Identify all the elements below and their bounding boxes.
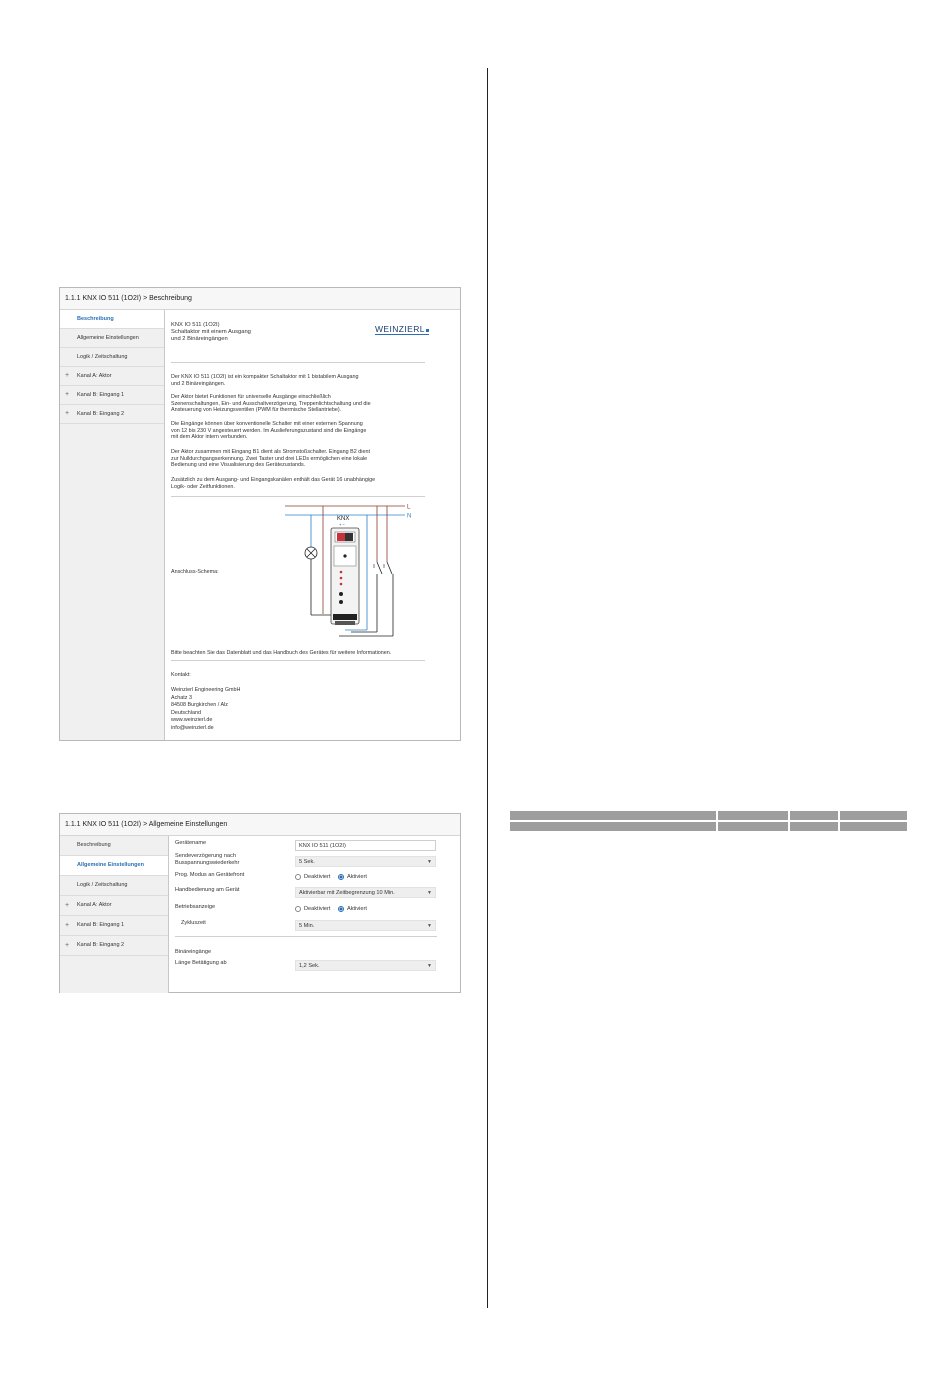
field-zykluszeit xyxy=(175,920,436,932)
table-cell xyxy=(790,811,838,820)
field-label: Zykluszeit xyxy=(181,920,206,926)
table-cell xyxy=(718,822,788,831)
sidebar-item-kanal-a-aktor[interactable] xyxy=(60,896,168,916)
sidebar-item-label: Kanal B: Eingang 2 xyxy=(77,411,125,417)
sidebar-item-kanal-b-eingang-2[interactable] xyxy=(60,405,164,424)
settings-panel xyxy=(169,836,460,992)
contact-heading: Kontakt: xyxy=(171,672,191,678)
schema-knx-label: KNX xyxy=(337,516,350,522)
sidebar-item-allgemeine-einstellungen[interactable] xyxy=(60,329,164,348)
paragraph xyxy=(171,477,431,490)
radio-button[interactable] xyxy=(295,874,301,880)
window-title: 1.1.1 KNX IO 511 (1O2I) > Beschreibung xyxy=(60,288,460,310)
field-label: Länge Betätigung ab xyxy=(175,960,227,966)
radio-button[interactable] xyxy=(295,906,301,912)
table-cell xyxy=(840,811,907,820)
radio-aktiviert[interactable] xyxy=(338,906,367,912)
website-link[interactable]: www.weinzierl.de xyxy=(171,717,213,723)
field-prog-modus xyxy=(175,872,436,884)
window-title: 1.1.1 KNX IO 511 (1O2I) > Allgemeine Einstellungen xyxy=(60,814,460,836)
select-value: 5 Sek. xyxy=(299,859,315,865)
expand-icon[interactable]: + xyxy=(65,372,70,379)
sidebar-item-label: Logik / Zeitschaltung xyxy=(77,354,128,360)
divider xyxy=(175,936,437,937)
table-cell xyxy=(510,811,716,820)
chevron-down-icon: ▼ xyxy=(427,923,432,929)
contact-line: 84508 Burgkirchen / Alz xyxy=(171,702,228,708)
wiring-diagram xyxy=(283,502,423,647)
expand-icon[interactable]: + xyxy=(65,942,70,949)
contact-line: Deutschland xyxy=(171,709,201,716)
radio-label: Deaktiviert xyxy=(304,874,331,880)
email-link[interactable]: info@weinzierl.de xyxy=(171,724,214,731)
field-label: Handbedienung am Gerät xyxy=(175,887,240,893)
divider xyxy=(171,660,425,661)
product-header xyxy=(171,322,251,343)
schema-l-label: L xyxy=(407,504,411,511)
chevron-down-icon: ▼ xyxy=(427,890,432,896)
ets-window-beschreibung xyxy=(59,287,461,741)
cycle-time-select[interactable] xyxy=(295,920,436,931)
product-name: KNX IO 511 (1O2I) xyxy=(171,322,220,328)
product-subtitle: Schaltaktor mit einem Ausgang xyxy=(171,329,251,335)
field-label: Betriebsanzeige xyxy=(175,904,216,910)
section-heading-binaereingaenge: Binäreingänge xyxy=(175,949,212,955)
paragraph-line: von 12 bis 230 V angesteuert werden. Im Auslieferungszustand sind die Eingänge xyxy=(171,427,367,434)
sidebar-item-kanal-b-eingang-2[interactable] xyxy=(60,936,168,956)
select-value: Aktivierbar mit Zeitbegrenzung 10 Min. xyxy=(299,890,395,896)
status-indicator-radio-group xyxy=(295,904,436,915)
paragraph xyxy=(171,374,431,387)
sidebar-item-label: Beschreibung xyxy=(77,842,111,848)
paragraph-line: zur Nulldurchgangserkennung. Zwei Taster und drei LEDs ermöglichen eine lokale xyxy=(171,455,368,462)
sidebar-item-logik[interactable] xyxy=(60,348,164,367)
field-betriebsanzeige xyxy=(175,904,436,916)
sidebar-item-kanal-b-eingang-1[interactable] xyxy=(60,916,168,936)
sidebar-item-label: Logik / Zeitschaltung xyxy=(77,882,128,888)
paragraph xyxy=(171,421,431,441)
radio-label: Deaktiviert xyxy=(304,906,331,912)
press-length-select[interactable] xyxy=(295,960,436,971)
table-cell xyxy=(718,811,788,820)
radio-label: Aktiviert xyxy=(347,874,367,880)
product-subtitle: und 2 Binäreingängen xyxy=(171,336,228,342)
field-label: Prog. Modus an Gerätefront xyxy=(175,872,245,878)
table-row xyxy=(510,822,907,831)
radio-label: Aktiviert xyxy=(347,906,367,912)
divider xyxy=(171,496,425,497)
table-placeholder xyxy=(510,811,907,833)
schema-label: Anschluss-Schema: xyxy=(171,569,219,575)
sidebar-item-label: Kanal A: Aktor xyxy=(77,373,112,379)
sidebar-item-label: Kanal B: Eingang 2 xyxy=(77,942,125,948)
sidebar-item-logik[interactable] xyxy=(60,876,168,896)
paragraph xyxy=(171,394,431,414)
paragraph-line: Der Aktor zusammen mit Eingang B1 dient als Stromstoßschalter. Eingang B2 dient xyxy=(171,449,370,455)
schema-polarity-label: + − xyxy=(339,522,345,527)
description-panel xyxy=(165,310,460,740)
field-label xyxy=(175,853,239,867)
divider xyxy=(171,362,425,363)
paragraph-line: Bedienung und eine Visualisierung des Gerätezustands. xyxy=(171,462,306,469)
sidebar-item-label: Beschreibung xyxy=(77,316,114,322)
contact-block xyxy=(171,687,240,732)
field-handbedienung xyxy=(175,887,436,899)
table-cell xyxy=(790,822,838,831)
sidebar-item-label: Allgemeine Einstellungen xyxy=(77,335,139,341)
expand-icon[interactable]: + xyxy=(65,922,70,929)
weinzierl-logo xyxy=(375,324,429,335)
paragraph-line: und 2 Binäreingängen. xyxy=(171,380,226,387)
paragraph-line: Zusätzlich zu dem Ausgang- und Eingangskanälen enthält das Gerät 16 unabhängige xyxy=(171,477,376,483)
field-sendeverzoegerung xyxy=(175,853,436,869)
sidebar-item-label: Allgemeine Einstellungen xyxy=(77,862,144,868)
chevron-down-icon: ▼ xyxy=(427,859,432,865)
sidebar xyxy=(60,836,169,993)
info-note: Bitte beachten Sie das Datenblatt und das Handbuch des Gerätes für weitere Informationen. xyxy=(171,650,392,656)
contact-line: Achatz 3 xyxy=(171,694,192,701)
table-cell xyxy=(840,822,907,831)
radio-button-selected[interactable] xyxy=(338,906,344,912)
select-value: 5 Min. xyxy=(299,923,315,929)
paragraph-line: Logik- oder Zeitfunktionen. xyxy=(171,483,235,490)
schema-n-label: N xyxy=(407,513,412,520)
expand-icon[interactable]: + xyxy=(65,391,70,398)
paragraph-line: Szenenschaltungen, Ein- und Ausschaltverzögerung, Treppenlichtschaltung und die xyxy=(171,400,371,407)
prog-mode-radio-group xyxy=(295,872,436,883)
expand-icon[interactable]: + xyxy=(65,410,70,417)
logo-text: WEINZIERL xyxy=(375,324,425,334)
paragraph-line: Der Aktor bietet Funktionen für universelle Ausgänge einschließlich xyxy=(171,394,331,400)
table-cell xyxy=(510,822,716,831)
column-divider xyxy=(487,68,488,1308)
contact-line: Weinzierl Engineering GmbH xyxy=(171,687,241,693)
sidebar-item-kanal-b-eingang-1[interactable] xyxy=(60,386,164,405)
field-label-line: Busspannungswiederkehr xyxy=(175,860,240,866)
sidebar-item-beschreibung[interactable] xyxy=(60,836,168,856)
paragraph-line: Ansteuerung von Heizungsventilen (PWM für thermische Stellantriebe). xyxy=(171,407,342,414)
send-delay-select[interactable] xyxy=(295,856,436,867)
radio-button-selected[interactable] xyxy=(338,874,344,880)
sidebar-item-kanal-a-aktor[interactable] xyxy=(60,367,164,386)
paragraph-line: mit dem Aktor intern verbunden. xyxy=(171,434,248,441)
field-laenge-betaetigung xyxy=(175,960,436,972)
paragraph xyxy=(171,449,431,469)
field-geraetename xyxy=(175,840,436,852)
field-label: Gerätename xyxy=(175,840,207,846)
radio-deaktiviert[interactable] xyxy=(295,874,330,880)
sidebar-item-allgemeine-einstellungen[interactable] xyxy=(60,856,168,876)
sidebar xyxy=(60,310,165,740)
radio-aktiviert[interactable] xyxy=(338,874,367,880)
expand-icon[interactable]: + xyxy=(65,902,70,909)
device-name-input[interactable]: KNX IO 511 (1O2I) xyxy=(295,840,436,851)
ets-window-allgemeine-einstellungen xyxy=(59,813,461,993)
paragraph-line: Der KNX IO 511 (1O2I) ist ein kompakter Schaltaktor mit 1 bistabilem Ausgang xyxy=(171,374,359,380)
table-row xyxy=(510,811,907,820)
chevron-down-icon: ▼ xyxy=(427,963,432,969)
manual-operation-select[interactable] xyxy=(295,887,436,898)
sidebar-item-label: Kanal B: Eingang 1 xyxy=(77,922,125,928)
paragraph-line: Die Eingänge können über konventionelle Schalter mit einer externen Spannung xyxy=(171,421,363,427)
field-label-line: Sendeverzögerung nach xyxy=(175,853,236,859)
sidebar-item-label: Kanal A: Aktor xyxy=(77,902,112,908)
radio-deaktiviert[interactable] xyxy=(295,906,330,912)
select-value: 1,2 Sek. xyxy=(299,963,320,969)
sidebar-item-label: Kanal B: Eingang 1 xyxy=(77,392,125,398)
sidebar-item-beschreibung[interactable] xyxy=(60,310,164,329)
